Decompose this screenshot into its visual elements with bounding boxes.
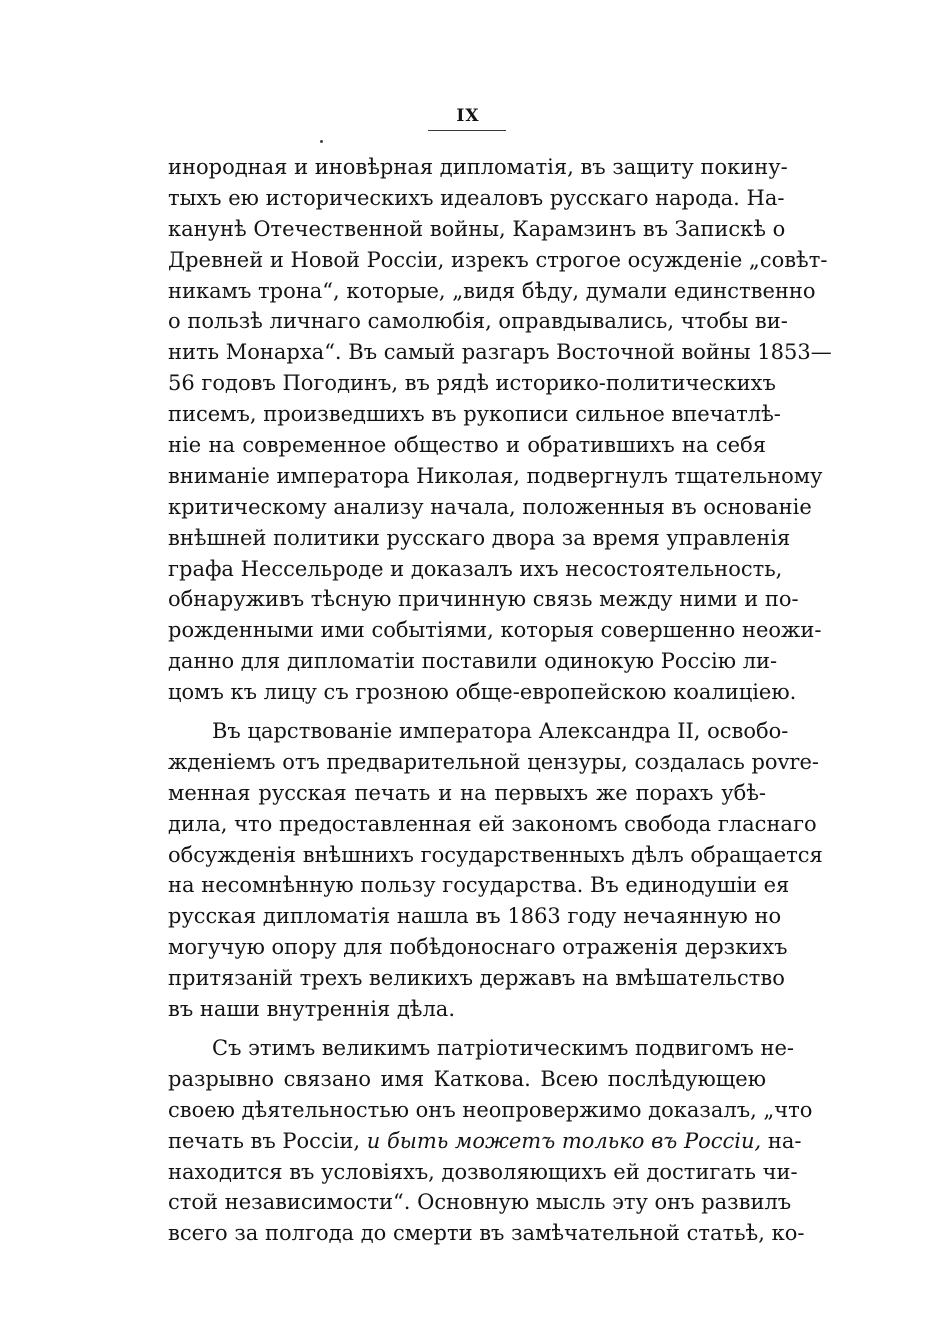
text-line: критическому анализу начала, положенныя въ основаніе — [168, 494, 812, 519]
text-line: нить Монарха“. Въ самый разгаръ Восточной войны 1853— — [168, 340, 832, 365]
text-line: дила, что предоставленная ей закономъ свобода гласнаго — [168, 811, 817, 836]
text-line: писемъ, произведшихъ въ рукописи сильное впечатлѣ- — [168, 402, 781, 427]
text-line: Древней и Новой Россіи, изрекъ строгое осужденіе „совѣт- — [168, 247, 828, 272]
text-line: русская дипломатія нашла въ 1863 году нечаянную но — [168, 904, 782, 929]
text-line: могучую опору для побѣдоноснаго отраженія дерзкихъ — [168, 935, 788, 960]
text-line: ніе на современное общество и обратившихъ на себя — [168, 433, 766, 458]
text-line: никамъ трона“, которые, „видя бѣду, думали единственно — [168, 278, 816, 303]
text-line: обсужденія внѣшнихъ государственныхъ дѣлъ обращается — [168, 842, 823, 867]
text-line: обнаруживъ тѣсную причинную связь между ними и по- — [168, 587, 799, 612]
text-run: печать въ Россіи, — [168, 1128, 367, 1153]
text-line: Съ этимъ великимъ патріотическимъ подвигомъ не- — [212, 1035, 794, 1060]
body-text — [168, 152, 832, 1249]
text-line: внѣшней политики русскаго двора за время управленія — [168, 525, 791, 550]
text-line: цомъ къ лицу съ грозною обще-европейскою коалиціею. — [168, 680, 797, 705]
text-line: рожденными ими событіями, которыя совершенно неожи- — [168, 618, 822, 643]
text-line: жденіемъ отъ предварительной цензуры, создалась povre- — [168, 749, 819, 774]
text-run: на- — [761, 1128, 802, 1153]
italic-emphasis: и быть можетъ только въ Россіи, — [366, 1128, 762, 1153]
paragraph-gap — [168, 708, 766, 716]
page-number: IX — [456, 106, 480, 126]
page-number-rule — [428, 130, 506, 131]
text-line: на несомнѣнную пользу государства. Въ единодушіи ея — [168, 873, 790, 898]
text-line: канунѣ Отечественной войны, Карамзинъ въ Запискѣ о — [168, 216, 786, 241]
text-line: данно для дипломатіи поставили одинокую Россію ли- — [168, 649, 778, 674]
text-line: своею дѣятельностью онъ неопровержимо доказалъ, „что — [168, 1097, 813, 1122]
text-line: въ наши внутреннія дѣла. — [168, 997, 455, 1022]
text-line: инородная и иновѣрная дипломатія, въ защиту покину- — [168, 155, 788, 179]
text-line: о пользѣ личнаго самолюбія, оправдывались, чтобы ви- — [168, 309, 788, 334]
text-line: 56 годовъ Погодинъ, въ рядѣ историко-политическихъ — [168, 371, 776, 396]
text-line: стой независимости“. Основную мысль эту онъ развилъ — [168, 1190, 792, 1215]
text-line: находится въ условіяхъ, дозволяющихъ ей достигать чи- — [168, 1159, 798, 1184]
ink-speck — [320, 140, 323, 143]
text-line: менная русская печать и на первыхъ же порахъ убѣ- — [168, 780, 766, 805]
text-line: притязаній трехъ великихъ державъ на вмѣшательство — [168, 966, 785, 991]
text-line: всего за полгода до смерти въ замѣчательной статьѣ, ко- — [168, 1221, 805, 1246]
text-line: разрывно связано имя Каткова. Всею послѣдующею — [168, 1066, 766, 1091]
text-line-with-emphasis — [168, 1126, 802, 1157]
text-line: вниманіе императора Николая, подвергнулъ тщательному — [168, 463, 823, 488]
text-line: графа Нессельроде и доказалъ ихъ несостоятельность, — [168, 556, 783, 581]
text-line: тыхъ ею историческихъ идеаловъ русскаго народа. На- — [168, 185, 785, 210]
paragraph-gap — [168, 1025, 766, 1033]
text-line: Въ царствованіе императора Александра II, освобо- — [212, 719, 789, 744]
